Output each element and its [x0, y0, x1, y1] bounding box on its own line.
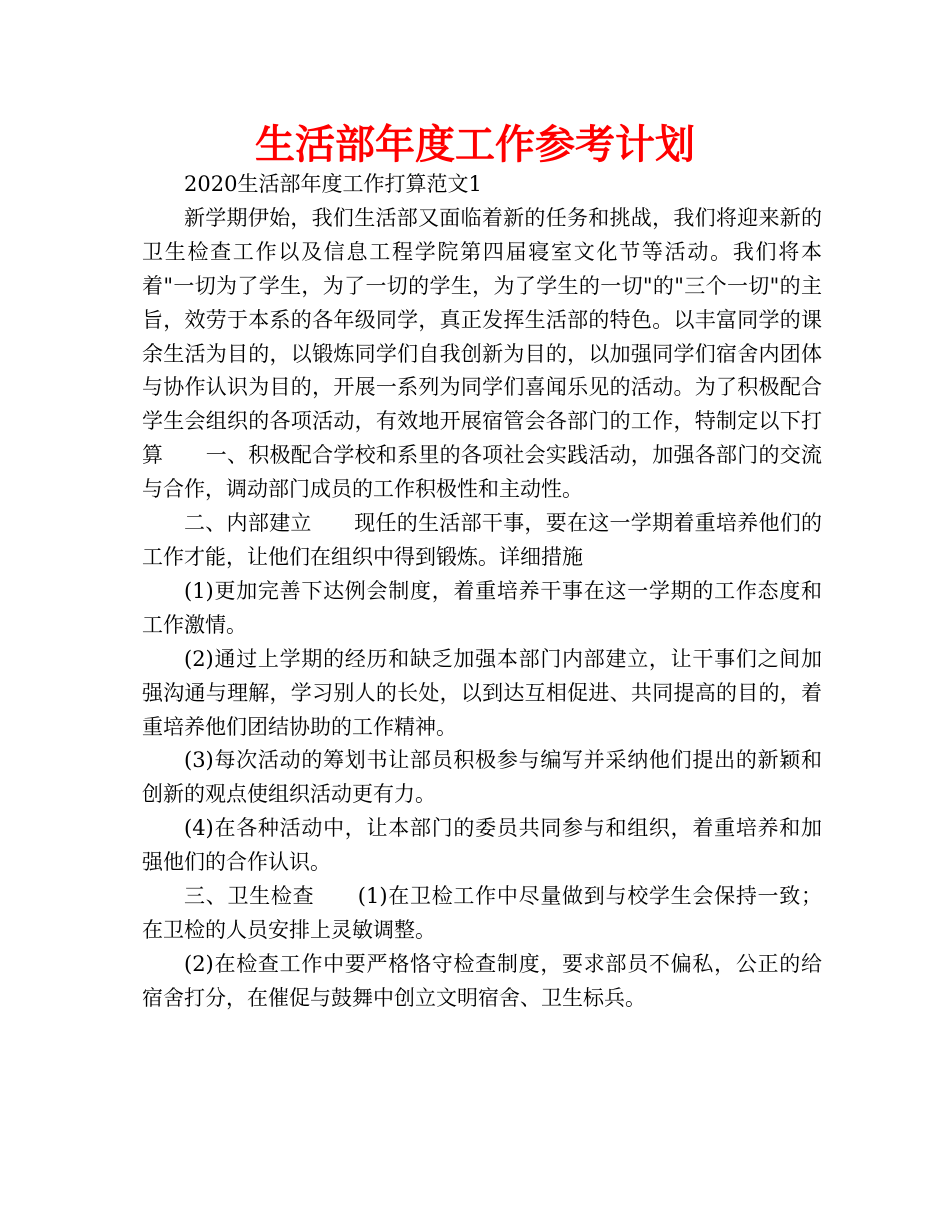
document-subtitle: 2020生活部年度工作打算范文1: [184, 172, 482, 196]
paragraph-hygiene-check: 三、卫生检查 (1)在卫检工作中尽量做到与校学生会保持一致；在卫检的人员安排上灵敏调整。: [142, 884, 822, 942]
document-body: [142, 168, 822, 1016]
paragraph-measure-3: (3)每次活动的筹划书让部员积极参与编写并采纳他们提出的新颖和创新的观点使组织活动更有力。: [142, 748, 822, 807]
paragraph-measure-2: (2)通过上学期的经历和缺乏加强本部门内部建立，让干事们之间加强沟通与理解，学习别人的长处，以到达互相促进、共同提高的目的，着重培养他们团结协助的工作精神。: [142, 646, 822, 739]
paragraph-measure-1: (1)更加完善下达例会制度，着重培养干事在这一学期的工作态度和工作激情。: [142, 578, 822, 637]
paragraph-internal-building: 二、内部建立 现任的生活部干事，要在这一学期着重培养他们的工作才能，让他们在组织中得到锻炼。详细措施: [142, 511, 822, 569]
document-title: 生活部年度工作参考计划: [255, 122, 695, 168]
paragraph-measure-4: (4)在各种活动中，让本部门的委员共同参与和组织，着重培养和加强他们的合作认识。: [142, 816, 822, 875]
paragraph-hygiene-2: (2)在检查工作中要严格恪守检查制度，要求部员不偏私，公正的给宿舍打分，在催促与鼓舞中创立文明宿舍、卫生标兵。: [142, 951, 822, 1010]
paragraph-intro: 新学期伊始，我们生活部又面临着新的任务和挑战，我们将迎来新的卫生检查工作以及信息工程学院第四届寝室文化节等活动。我们将本着"一切为了学生，为了一切的学生，为了学生的一切"的"三个一切"的主旨，效劳于本系的各年级同学，真正发挥生活部的特色。以丰富同学的课余生活为目的，以锻炼同学们自我创新为目的，以加强同学们宿舍内团体与协作认识为目的，开展一系列为同学们喜闻乐见的活动。为了积极配合学生会组织的各项活动，有效地开展宿管会各部门的工作，特制定以下打算 一、积极配合学校和系里的各项社会实践活动，加强各部门的交流与合作，调动部门成员的工作积极性和主动性。: [142, 205, 822, 502]
